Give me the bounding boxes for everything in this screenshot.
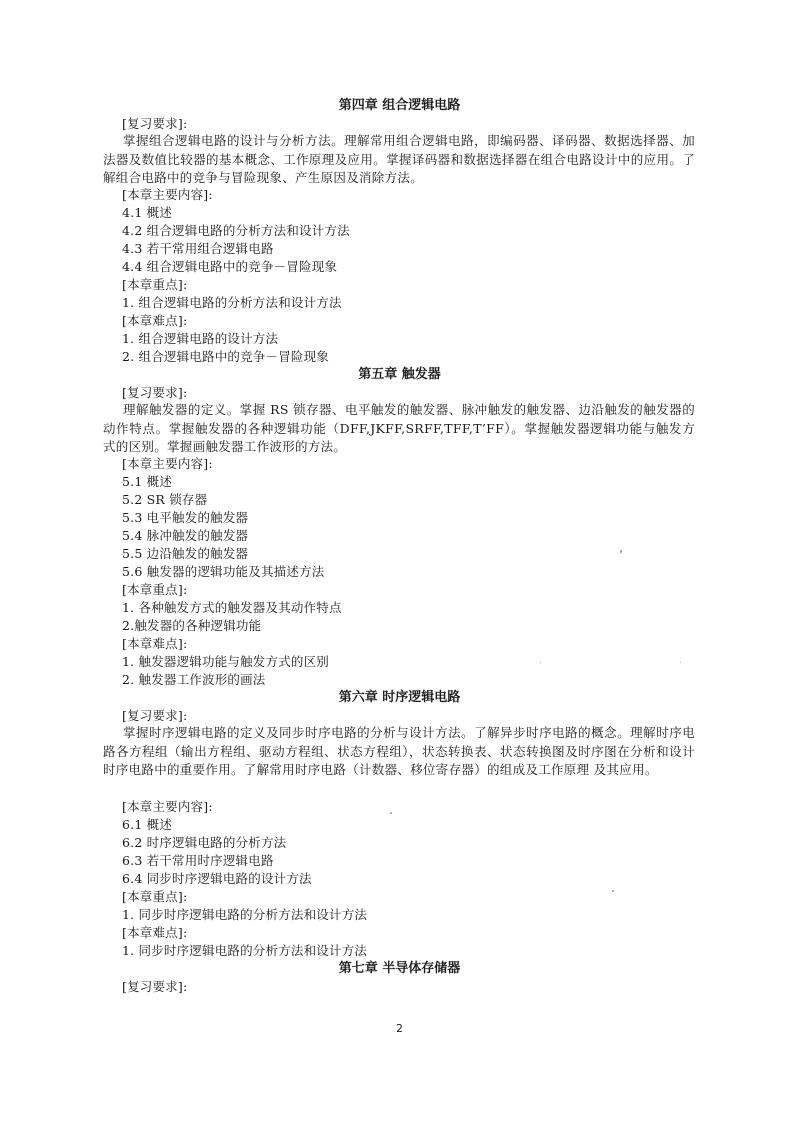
chapter-5-content-item: 5.6 触发器的逻辑功能及其描述方法 [122,564,325,579]
chapter-4-review-label: [复习要求]: [122,116,188,131]
chapter-5-content-item: 5.1 概述 [122,474,173,489]
chapter-5-review-text: 理解触发器的定义。掌握 RS 锁存器、电平触发的触发器、脉冲触发的触发器、边沿触发的触发器的动作特点。掌握触发器的各种逻辑功能（DFF,JKFF,SRFF,TFF,T’FF）。掌握触发器逻辑功能与触发方式的区别。掌握画触发器工作波形的方法。 [103,402,695,454]
chapter-4-content-item: 4.3 若干常用组合逻辑电路 [122,241,274,256]
chapter-4-difficult-item: 1. 组合逻辑电路的设计方法 [122,331,279,346]
chapter-4-content-label: [本章主要内容]: [122,187,213,202]
chapter-6-key-item: 1. 同步时序逻辑电路的分析方法和设计方法 [122,907,368,922]
chapter-6-content-item: 6.3 若干常用时序逻辑电路 [122,853,274,868]
chapter-7-title: 第七章 半导体存储器 [338,961,461,976]
chapter-6-difficult-label: [本章难点]: [122,925,188,940]
chapter-4-content-item: 4.1 概述 [122,205,173,220]
chapter-4-review-text: 掌握组合逻辑电路的设计与分析方法。理解常用组合逻辑电路，即编码器、译码器、数据选择器、加法器及数值比较器的基本概念、工作原理及应用。掌握译码器和数据选择器在组合电路设计中的应用。了解组合电路中的竞争与冒险现象、产生原因及消除方法。 [103,133,695,185]
chapter-6-difficult-item: 1. 同步时序逻辑电路的分析方法和设计方法 [122,943,368,958]
chapter-4-difficult-item: 2. 组合逻辑电路中的竞争－冒险现象 [122,349,330,364]
chapter-5-difficult-item: 2. 触发器工作波形的画法 [122,672,266,687]
page-number: 2 [396,1022,403,1035]
chapter-5-content-item: 5.4 脉冲触发的触发器 [122,528,249,543]
chapter-6-review-text: 掌握时序逻辑电路的定义及同步时序电路的分析与设计方法。了解异步时序电路的概念。理解时序电路各方程组（输出方程组、驱动方程组、状态方程组），状态转换表、状态转换图及时序图在分析和设计时序电路中的重要作用。了解常用时序电路（计数器、移位寄存器）的组成及工作原理 及其应用。 [103,725,695,777]
chapter-6-content-item: 6.1 概述 [122,817,173,832]
chapter-6-content-item: 6.4 同步时序逻辑电路的设计方法 [122,871,312,886]
chapter-5-key-item: 2.触发器的各种逻辑功能 [122,618,262,633]
chapter-6-review-label: [复习要求]: [122,708,188,723]
scan-speck [620,550,622,553]
chapter-5-review-label: [复习要求]: [122,385,188,400]
scan-speck [612,890,614,892]
chapter-4-difficult-label: [本章难点]: [122,313,188,328]
chapter-4-key-item: 1. 组合逻辑电路的分析方法和设计方法 [122,295,342,310]
chapter-5-key-item: 1. 各种触发方式的触发器及其动作特点 [122,600,342,615]
chapter-4-content-item: 4.2 组合逻辑电路的分析方法和设计方法 [122,223,350,238]
scan-speck [540,662,541,663]
chapter-6-key-label: [本章重点]: [122,889,188,904]
chapter-5-content-item: 5.3 电平触发的触发器 [122,510,249,525]
chapter-5-content-label: [本章主要内容]: [122,456,213,471]
scan-speck [390,812,392,814]
chapter-6-title: 第六章 时序逻辑电路 [338,690,461,705]
chapter-4-content-item: 4.4 组合逻辑电路中的竞争－冒险现象 [122,259,338,274]
chapter-5-content-item: 5.5 边沿触发的触发器 [122,546,249,561]
chapter-4-title: 第四章 组合逻辑电路 [338,98,461,113]
chapter-6-content-item: 6.2 时序逻辑电路的分析方法 [122,835,287,850]
chapter-5-difficult-item: 1. 触发器逻辑功能与触发方式的区别 [122,654,330,669]
chapter-5-key-label: [本章重点]: [122,582,188,597]
chapter-4-key-label: [本章重点]: [122,277,188,292]
chapter-7-review-label: [复习要求]: [122,979,188,994]
chapter-5-title: 第五章 触发器 [358,367,441,382]
chapter-5-difficult-label: [本章难点]: [122,636,188,651]
scan-speck [680,662,681,663]
chapter-5-content-item: 5.2 SR 锁存器 [122,492,208,507]
chapter-6-content-label: [本章主要内容]: [122,799,213,814]
